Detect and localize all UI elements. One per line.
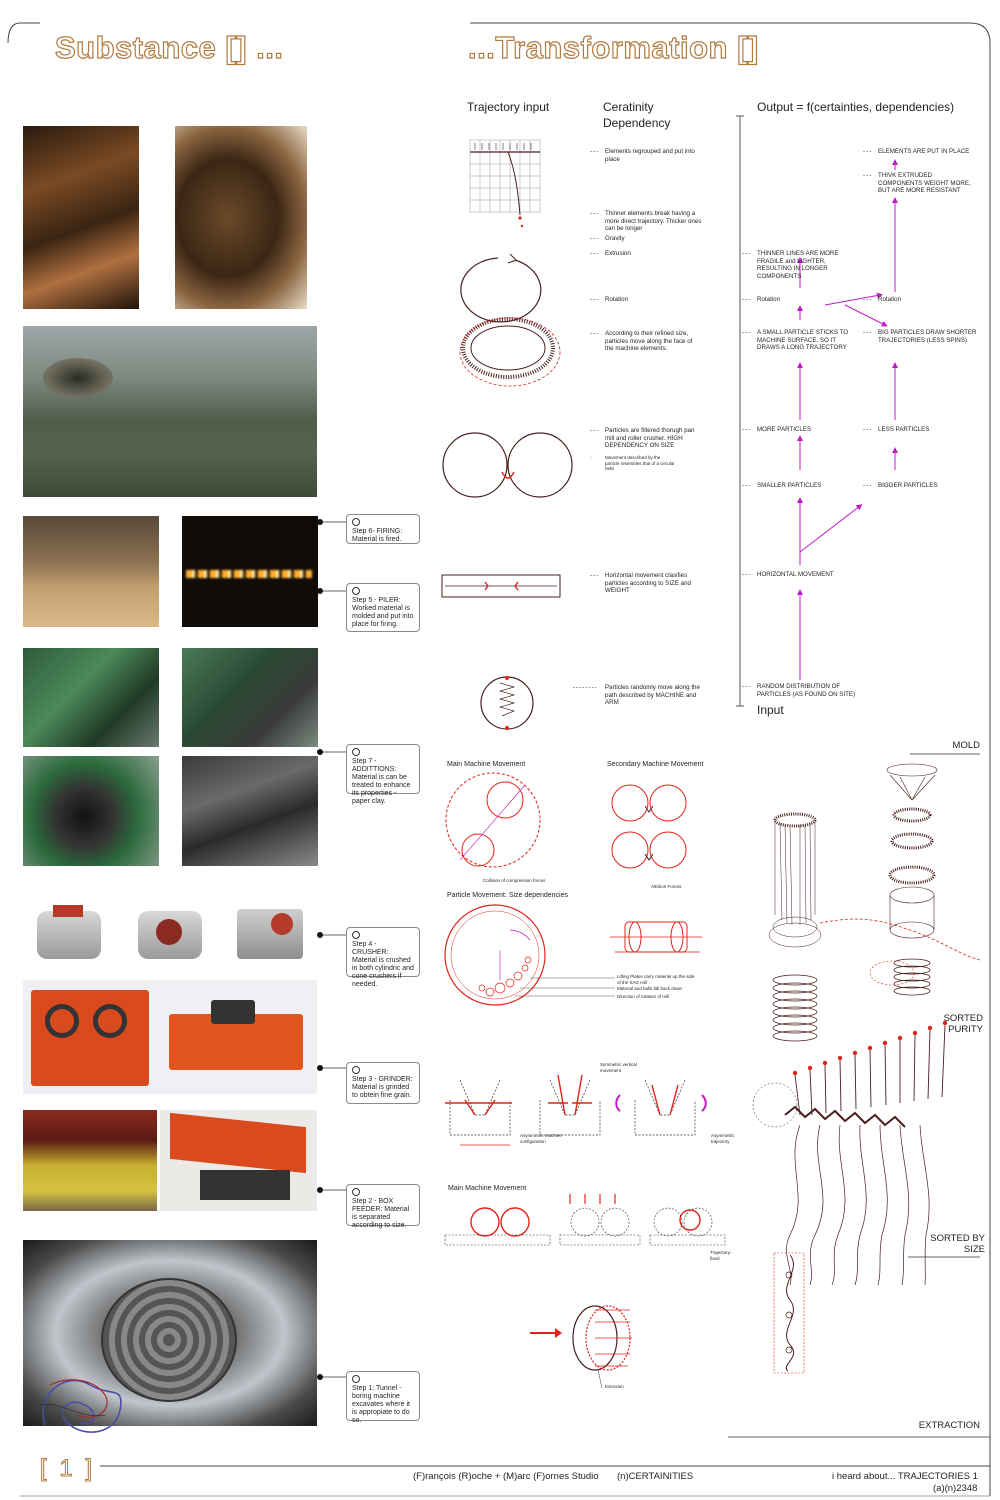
node-big-particles: --- BIG PARTICLES DRAW SHORTER TRAJECTORIES (LESS SPINS) [863, 329, 977, 344]
footer-studio: (F)rançois (R)oche + (M)arc (F)ornes Studio [413, 1471, 599, 1482]
label-asymmetric-config: Asymmetric machine configuration [520, 1133, 562, 1144]
extraction-rule [728, 1436, 990, 1440]
title-transformation: ...Transformation [] [468, 30, 759, 65]
footer-heard-about: i heard about... TRAJECTORIES 1 [832, 1471, 978, 1482]
certainty-note-9: --- Horizontal movement clasifies particles according to SIZE and WEIGHT [590, 572, 691, 595]
label-asymmetric-trajectory: Asymmetric trajectory [711, 1133, 735, 1144]
label-symmetric-vertical: Symmetric vertical movement [600, 1062, 637, 1073]
step-5-marker [317, 588, 323, 594]
step-leader-lines [0, 0, 350, 1500]
label-extrusion: Extrusion [605, 1384, 624, 1389]
sag-mill-diagram [430, 900, 740, 1010]
step-6-box: Step 6- FIRING: Material is fired. [346, 514, 420, 544]
node-smaller-particles: --- SMALLER PARTICLES [742, 482, 822, 489]
output-flow-arrows [740, 140, 990, 700]
certainty-note-10: -------- Particles randomly move along the path described by MACHINE and ARM [573, 684, 700, 707]
node-small-particle: --- A SMALL PARTICLE STICKS TO MACHINE SURFACE, SO IT DRAWS A LONG TRAJECTORY [742, 329, 849, 352]
certainty-note-6: --- According to their refined size, particles move along the face of the machine elements. [590, 330, 693, 353]
node-horizontal-movement: --- HORIZONTAL MOVEMENT [742, 571, 834, 578]
step-2-box: Step 2 - BOX FEEDER: Material is separated according to size. [346, 1184, 420, 1226]
label-extraction: EXTRACTION [918, 1420, 980, 1431]
header-output: Output = f(certainties, dependencies) [757, 100, 955, 114]
step-7-marker [317, 749, 323, 755]
label-sorted-purity: SORTED PURITY [943, 1013, 983, 1035]
step-4-box: Step 4 - CRUSHER: Material is crushed in both cylindric and cone crushers if needed. [346, 927, 420, 977]
label-main-machine-movement: Main Machine Movement [447, 761, 526, 768]
roller-movement-diagrams [440, 1190, 740, 1260]
label-sorted-by-size: SORTED BY SIZE [930, 1233, 985, 1255]
certainty-note-1: --- Elements regrouped and put into place [590, 148, 695, 163]
footer-certainties: (n)CERTAINITIES [617, 1471, 694, 1482]
step-4-marker [317, 932, 323, 938]
certainty-note-3: --- Gravity [590, 235, 625, 242]
node-elements-in-place: --- ELEMENTS ARE PUT IN PLACE [863, 148, 970, 155]
trajectory-input-diagrams [430, 130, 580, 730]
page-number: [ 1 ] [40, 1455, 96, 1482]
cone-crusher-diagrams [440, 1055, 740, 1155]
title-substance: Substance [] ... [55, 30, 284, 65]
certainty-note-8: - Movement described by the particle resembles that of a circular helix [590, 455, 675, 472]
step-3-box: Step 3 - GRINDER: Material is grinded to obtein fine grain. [346, 1062, 420, 1104]
component-process-illustration [740, 745, 990, 1385]
node-less-particles: --- LESS PARTICLES [863, 426, 930, 433]
label-main-machine-movement-2: Main Machine Movement [448, 1185, 527, 1192]
header-trajectory-input: Trajectory input [467, 100, 550, 114]
step-1-box: Step 1: Tunnel -boring machine excavates where it is appropiate to do so. [346, 1371, 420, 1421]
step-7-box: Step 7 - ADDITTIONS: Material is can be treated to enhance its properties - paper clay. [346, 744, 420, 794]
step-1-marker [317, 1374, 323, 1380]
step-2-marker [317, 1187, 323, 1193]
extrusion-die-diagram [520, 1300, 650, 1395]
node-random-distribution: --- RANDOM DISTRIBUTION OF PARTICLES (AS FOUND ON SITE) [742, 683, 856, 698]
label-mold: MOLD [952, 740, 980, 751]
footer-code: (a)(n)2348 [933, 1483, 978, 1494]
label-collision: Collision of compression forces [483, 878, 546, 883]
certainty-note-2: --- Thinner elements break having a more direct trajectory. Thicker ones can be longer [590, 210, 702, 233]
machine-movement-diagrams [430, 770, 740, 890]
node-bigger-particles: --- BIGGER PARTICLES [863, 482, 938, 489]
label-attrition: Attrition Forces [651, 884, 682, 889]
certainty-note-5: --- Rotation [590, 296, 629, 303]
label-lifting-plates: Lifting Plates carry material up the side of the SAG mill [617, 974, 695, 985]
node-more-particles: --- MORE PARTICLES [742, 426, 812, 433]
step-6-marker [317, 519, 323, 525]
label-material-balls: Material and balls fall back down [617, 986, 683, 991]
step-5-box: Step 5 - PILER: Worked material is molded and put into place for firing. [346, 583, 420, 632]
label-direction-rotation: Direction of rotation of mill [617, 994, 670, 999]
label-trajectory-fixed: Trajectory- fixed [710, 1250, 732, 1261]
header-certainty-dependency: Ceratinity Dependency [603, 100, 671, 130]
node-thinner-lines: --- THINNER LINES ARE MORE FRAGILE and LIGHTER, RESULTING IN LONGER COMPONENTS [742, 250, 839, 280]
label-secondary-machine-movement: Secondary Machine Movement [607, 761, 704, 768]
certainty-note-7: --- Particles are filtered thorugh pan mill and roller crusher. HIGH DEPENDENCY ON SIZE [590, 427, 695, 450]
node-rotation-left: --- Rotation [742, 296, 781, 303]
node-input: Input [757, 703, 784, 717]
certainty-note-4: --- Extrusion [590, 250, 631, 257]
node-rotation-right: --- Rotation [863, 296, 902, 303]
step-3-marker [317, 1065, 323, 1071]
label-particle-movement: Particle Movement: Size dependencies [447, 892, 569, 899]
node-thick-components: --- THIVK EXTRUDED COMPONENTS WEIGHT MORE, BUT ARE MORE RESISTANT [863, 172, 971, 195]
